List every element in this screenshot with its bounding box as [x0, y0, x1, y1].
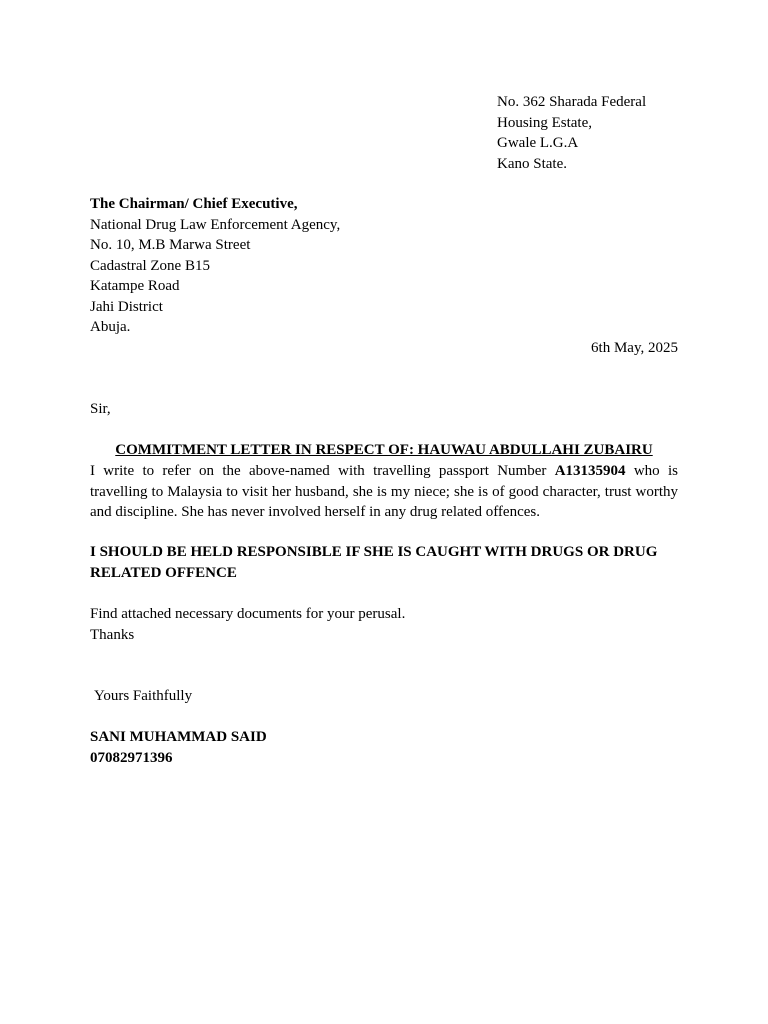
sender-address-line: Gwale L.G.A: [497, 135, 579, 151]
letter-date: 6th May, 2025: [591, 340, 678, 356]
recipient-address-line: Jahi District: [90, 298, 163, 315]
attachment-note-block: [90, 604, 678, 645]
passport-number: A13135904: [554, 463, 626, 479]
signatory-phone: 07082971396: [90, 749, 173, 766]
sender-address-line: Housing Estate,: [497, 114, 592, 131]
signature-block: [90, 727, 267, 768]
recipient-address-line: No. 10, M.B Marwa Street: [90, 237, 251, 253]
responsibility-statement: I SHOULD BE HELD RESPONSIBLE IF SHE IS CAUGHT WITH DRUGS OR DRUG RELATED OFFENCE: [90, 544, 658, 581]
recipient-address-line: Cadastral Zone B15: [90, 257, 210, 274]
salutation: Sir,: [90, 401, 111, 417]
letter-subject: COMMITMENT LETTER IN RESPECT OF: HAUWAU ABDULLAHI ZUBAIRU: [115, 442, 653, 458]
recipient-address-line: National Drug Law Enforcement Agency,: [90, 216, 341, 233]
closing-text: Yours Faithfully: [94, 688, 193, 704]
signatory-name: SANI MUHAMMAD SAID: [90, 729, 267, 745]
thanks-text: Thanks: [90, 626, 135, 643]
recipient-address-line: Katampe Road: [90, 278, 180, 294]
body-paragraph: [90, 461, 678, 523]
recipient-address-line: Abuja.: [90, 319, 131, 335]
sender-address-line: Kano State.: [497, 155, 567, 172]
body-text: who is travelling to Malaysia to visit her husband, she is my niece; she is of good character, trust worthy and discipline. She has never involved herself in any drug related offences.: [90, 463, 679, 520]
sender-address: [497, 92, 717, 174]
recipient-address: [90, 194, 490, 338]
body-text: I write to refer on the above-named with travelling passport Number: [90, 463, 555, 479]
recipient-title: The Chairman/ Chief Executive,: [90, 196, 298, 212]
attachment-note: Find attached necessary documents for your perusal.: [90, 606, 406, 622]
sender-address-line: No. 362 Sharada Federal: [497, 94, 647, 110]
